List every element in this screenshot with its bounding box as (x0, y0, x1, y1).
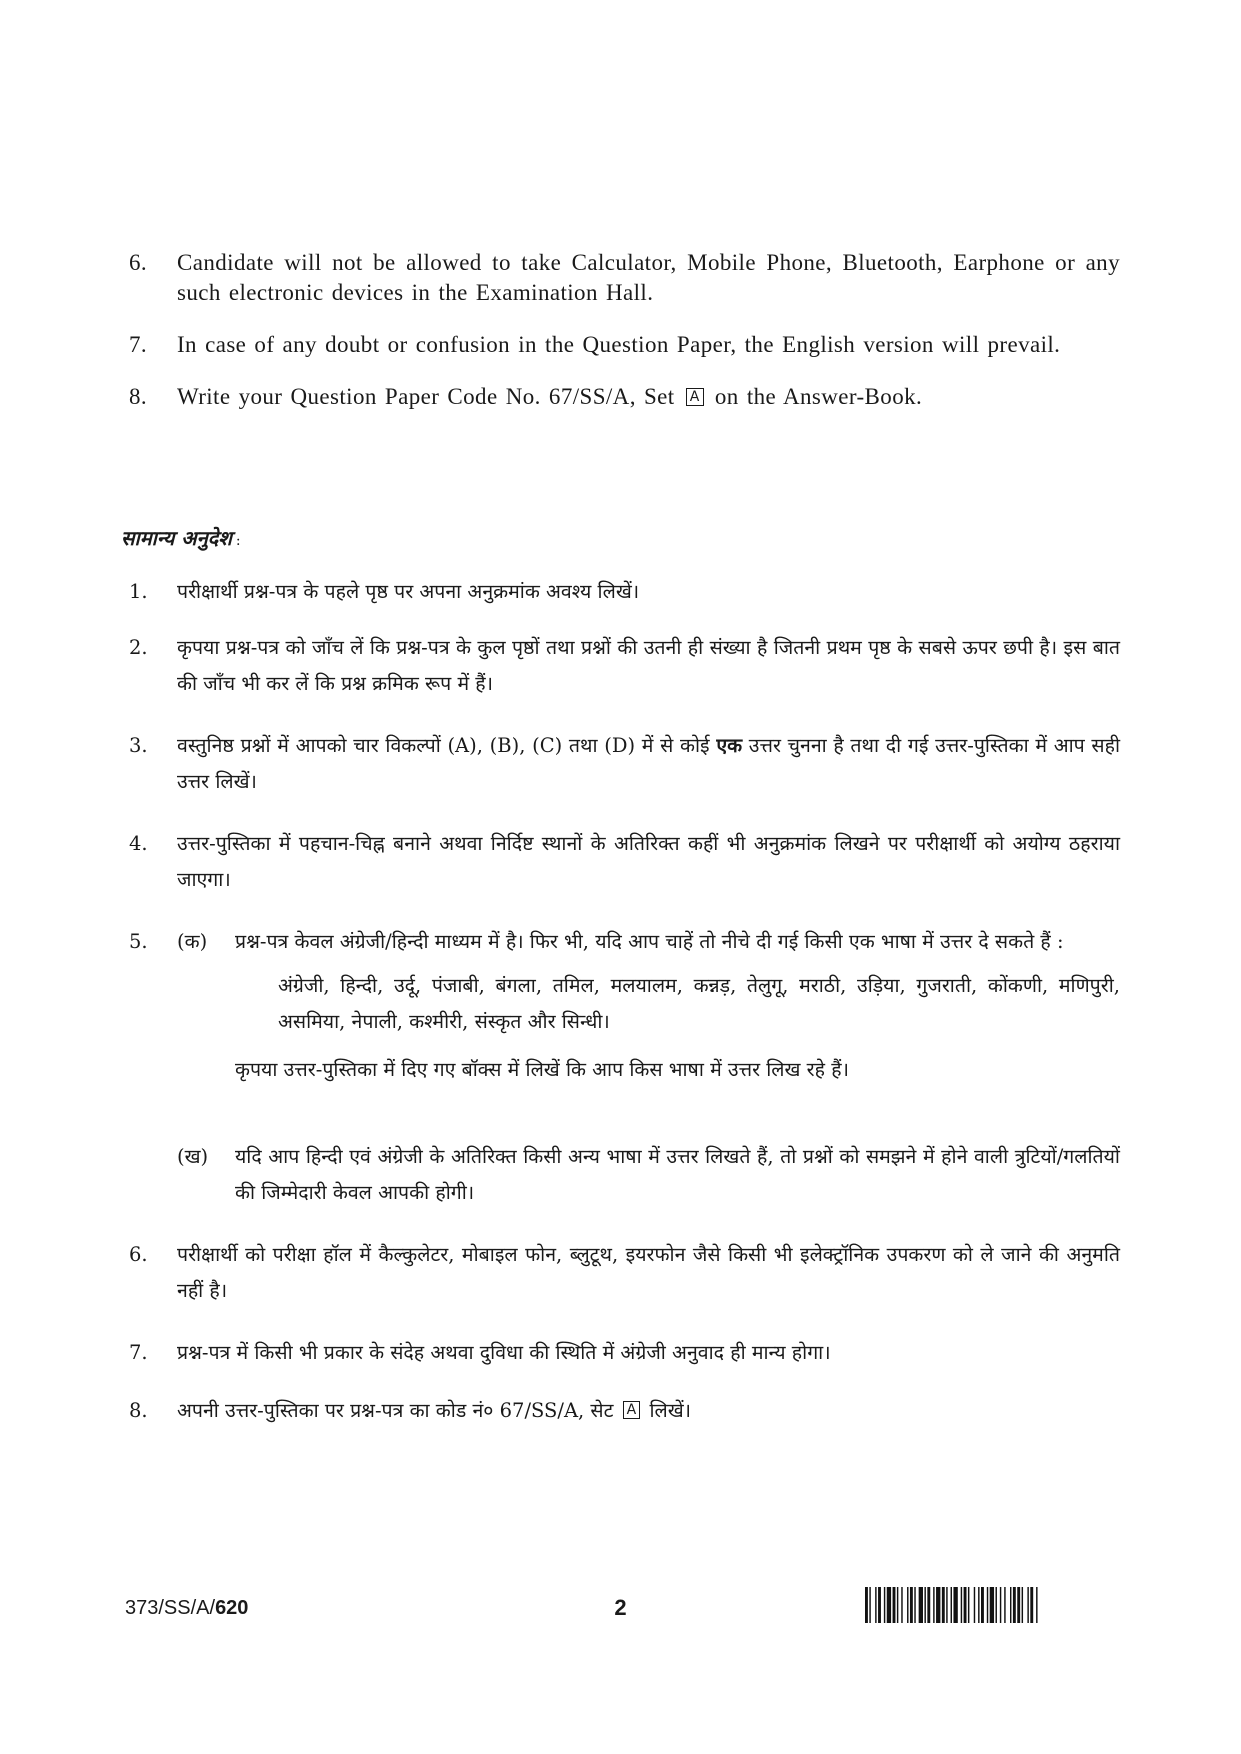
barcode-bar (919, 1587, 923, 1623)
instruction-text: अपनी उत्तर-पुस्तिका पर प्रश्न-पत्र का कोड नं० 67/SS/A, सेट (177, 1399, 614, 1422)
sub-instruction-a (177, 924, 1120, 1088)
barcode-bar (865, 1587, 868, 1623)
barcode-bar (981, 1587, 984, 1623)
barcode-bar (996, 1587, 997, 1623)
barcode-bar (907, 1587, 908, 1623)
instruction-number: 6. (129, 1243, 148, 1266)
barcode-bar (933, 1587, 934, 1623)
barcode-bar (875, 1587, 876, 1623)
sub-instruction-b (177, 1139, 1120, 1211)
barcode-bar (942, 1587, 945, 1623)
barcode-bar (1013, 1587, 1016, 1623)
instruction-8 (125, 382, 1120, 412)
barcode-bar (951, 1587, 952, 1623)
barcode-bar (953, 1587, 957, 1623)
barcode-bar (990, 1587, 994, 1623)
barcode-bar (893, 1587, 896, 1623)
instruction-text: वस्तुनिष्ठ प्रश्नों में आपको चार विकल्पों (A), (B), (C) तथा (D) में से कोई (177, 734, 710, 757)
instruction-number: 6. (129, 250, 148, 275)
instruction-text: कृपया प्रश्न-पत्र को जाँच लें कि प्रश्न-पत्र के कुल पृष्ठों तथा प्रश्नों की उतनी ही संख्या है जितनी प्रथम पृष्ठ के सबसे ऊपर छपी है। इस बात की जाँच भी कर लें कि प्रश्न क्रमिक रूप में हैं। (177, 636, 1120, 695)
set-letter-box: A (686, 388, 704, 406)
sub-text: यदि आप हिन्दी एवं अंग्रेजी के अतिरिक्त किसी अन्य भाषा में उत्तर लिखते हैं, तो प्रश्नों को समझने में होने वाली त्रुटियों/गलतियों की जिम्मेदारी केवल आपकी होगी। (235, 1145, 1120, 1204)
sub-text: प्रश्न-पत्र केवल अंग्रेजी/हिन्दी माध्यम में है। फिर भी, यदि आप चाहें तो नीचे दी गई किसी एक भाषा में उत्तर दे सकते हैं : (235, 930, 1064, 953)
hindi-instruction-7 (125, 1335, 1120, 1371)
hindi-instruction-1 (125, 574, 1120, 610)
instruction-7 (125, 330, 1120, 360)
barcode-bar (946, 1587, 947, 1623)
barcode-bar (910, 1587, 913, 1623)
barcode-bar (1022, 1587, 1023, 1623)
instruction-number: 7. (129, 332, 148, 357)
hindi-instruction-8 (125, 1393, 1120, 1429)
heading-colon: : (235, 533, 241, 549)
instruction-text: परीक्षार्थी प्रश्न-पत्र के पहले पृष्ठ पर अपना अनुक्रमांक अवश्य लिखें। (177, 580, 640, 603)
barcode-bar (887, 1587, 891, 1623)
instruction-text: Candidate will not be allowed to take Calculator, Mobile Phone, Bluetooth, Earphone or any such electronic devices in the Examination Hall. (177, 250, 1120, 305)
barcode-icon (865, 1587, 1120, 1623)
general-instructions-heading (121, 524, 241, 551)
sub-note: कृपया उत्तर-पुस्तिका में दिए गए बॉक्स में लिखें कि आप किस भाषा में उत्तर लिख रहे हैं। (235, 1058, 849, 1081)
barcode-bar (974, 1587, 975, 1623)
instruction-text: प्रश्न-पत्र में किसी भी प्रकार के संदेह अथवा दुविधा की स्थिति में अंग्रेजी अनुवाद ही मान्य होगा। (177, 1341, 831, 1364)
instruction-number: 7. (129, 1341, 148, 1364)
instruction-6 (125, 248, 1120, 308)
page-number: 2 (614, 1595, 627, 1620)
sub-label: (क) (177, 930, 208, 953)
barcode-bar (964, 1587, 967, 1623)
barcode-bar (1004, 1587, 1005, 1623)
barcode-bar (961, 1587, 962, 1623)
barcode-bar (901, 1587, 902, 1623)
barcode-bar (924, 1587, 925, 1623)
barcode-bar (1010, 1587, 1011, 1623)
instruction-number: 5. (129, 930, 148, 953)
hindi-instruction-5b (125, 1139, 1120, 1211)
hindi-instruction-6 (125, 1237, 1120, 1309)
instruction-number: 8. (129, 384, 148, 409)
barcode-bar (1000, 1587, 1001, 1623)
instruction-number: 4. (129, 832, 148, 855)
instruction-text-end: on the Answer-Book. (714, 384, 923, 409)
barcode-bar (884, 1587, 885, 1623)
instruction-number: 3. (129, 734, 148, 757)
barcode-bar (1036, 1587, 1037, 1623)
barcode-bar (1030, 1587, 1033, 1623)
language-list: अंग्रेजी, हिन्दी, उर्दू, पंजाबी, बंगला, तमिल, मलयालम, कन्नड़, तेलुगू, मराठी, उड़िया, गुजराती, कोंकणी, मणिपुरी, असमिया, नेपाली, कश्मीरी, संस्कृत और सिन्धी। (278, 974, 1120, 1033)
hindi-instruction-4 (125, 826, 1120, 898)
barcode-bar (927, 1587, 930, 1623)
instruction-emphasis: एक (716, 734, 743, 757)
barcode-bar (968, 1587, 969, 1623)
paper-code-prefix: 373/SS/A/ (125, 1597, 216, 1619)
instruction-number: 2. (129, 636, 148, 659)
barcode-bar (987, 1587, 988, 1623)
barcode-bar (978, 1587, 979, 1623)
barcode-bar (914, 1587, 915, 1623)
hindi-instruction-2 (125, 630, 1120, 702)
barcode-bar (897, 1587, 898, 1623)
instruction-number: 8. (129, 1399, 148, 1422)
instruction-text: Write your Question Paper Code No. 67/SS/A, Set (177, 384, 675, 409)
english-instructions (125, 248, 1120, 412)
instruction-number: 1. (129, 580, 148, 603)
heading-text: सामान्य अनुदेश (121, 526, 232, 550)
barcode-bar (869, 1587, 870, 1623)
barcode-bar (878, 1587, 881, 1623)
set-letter-box: A (623, 1401, 641, 1419)
paper-code-number: 620 (215, 1597, 249, 1619)
hindi-instruction-5 (125, 924, 1120, 1088)
instruction-text: In case of any doubt or confusion in the Question Paper, the English version will prevail. (177, 332, 1061, 357)
instruction-text-end: उत्तर चुनना है तथा दी गई उत्तर-पुस्तिका में आप सही उत्तर लिखें। (177, 734, 1121, 793)
instruction-text: परीक्षार्थी को परीक्षा हॉल में कैल्कुलेटर, मोबाइल फोन, ब्लुटूथ, इयरफोन जैसे किसी भी इलेक्ट्रॉनिक उपकरण को ले जाने की अनुमति नहीं है। (177, 1243, 1120, 1302)
barcode-bar (1017, 1587, 1020, 1623)
hindi-instruction-3 (125, 728, 1120, 800)
instruction-text: उत्तर-पुस्तिका में पहचान-चिह्न बनाने अथवा निर्दिष्ट स्थानों के अतिरिक्त कहीं भी अनुक्रमांक लिखने पर परीक्षार्थी को अयोग्य ठहराया जाएगा। (177, 832, 1120, 891)
instruction-text-end: लिखें। (649, 1399, 692, 1422)
sub-label: (ख) (177, 1145, 209, 1168)
barcode-bar (1027, 1587, 1028, 1623)
barcode-bar (936, 1587, 940, 1623)
